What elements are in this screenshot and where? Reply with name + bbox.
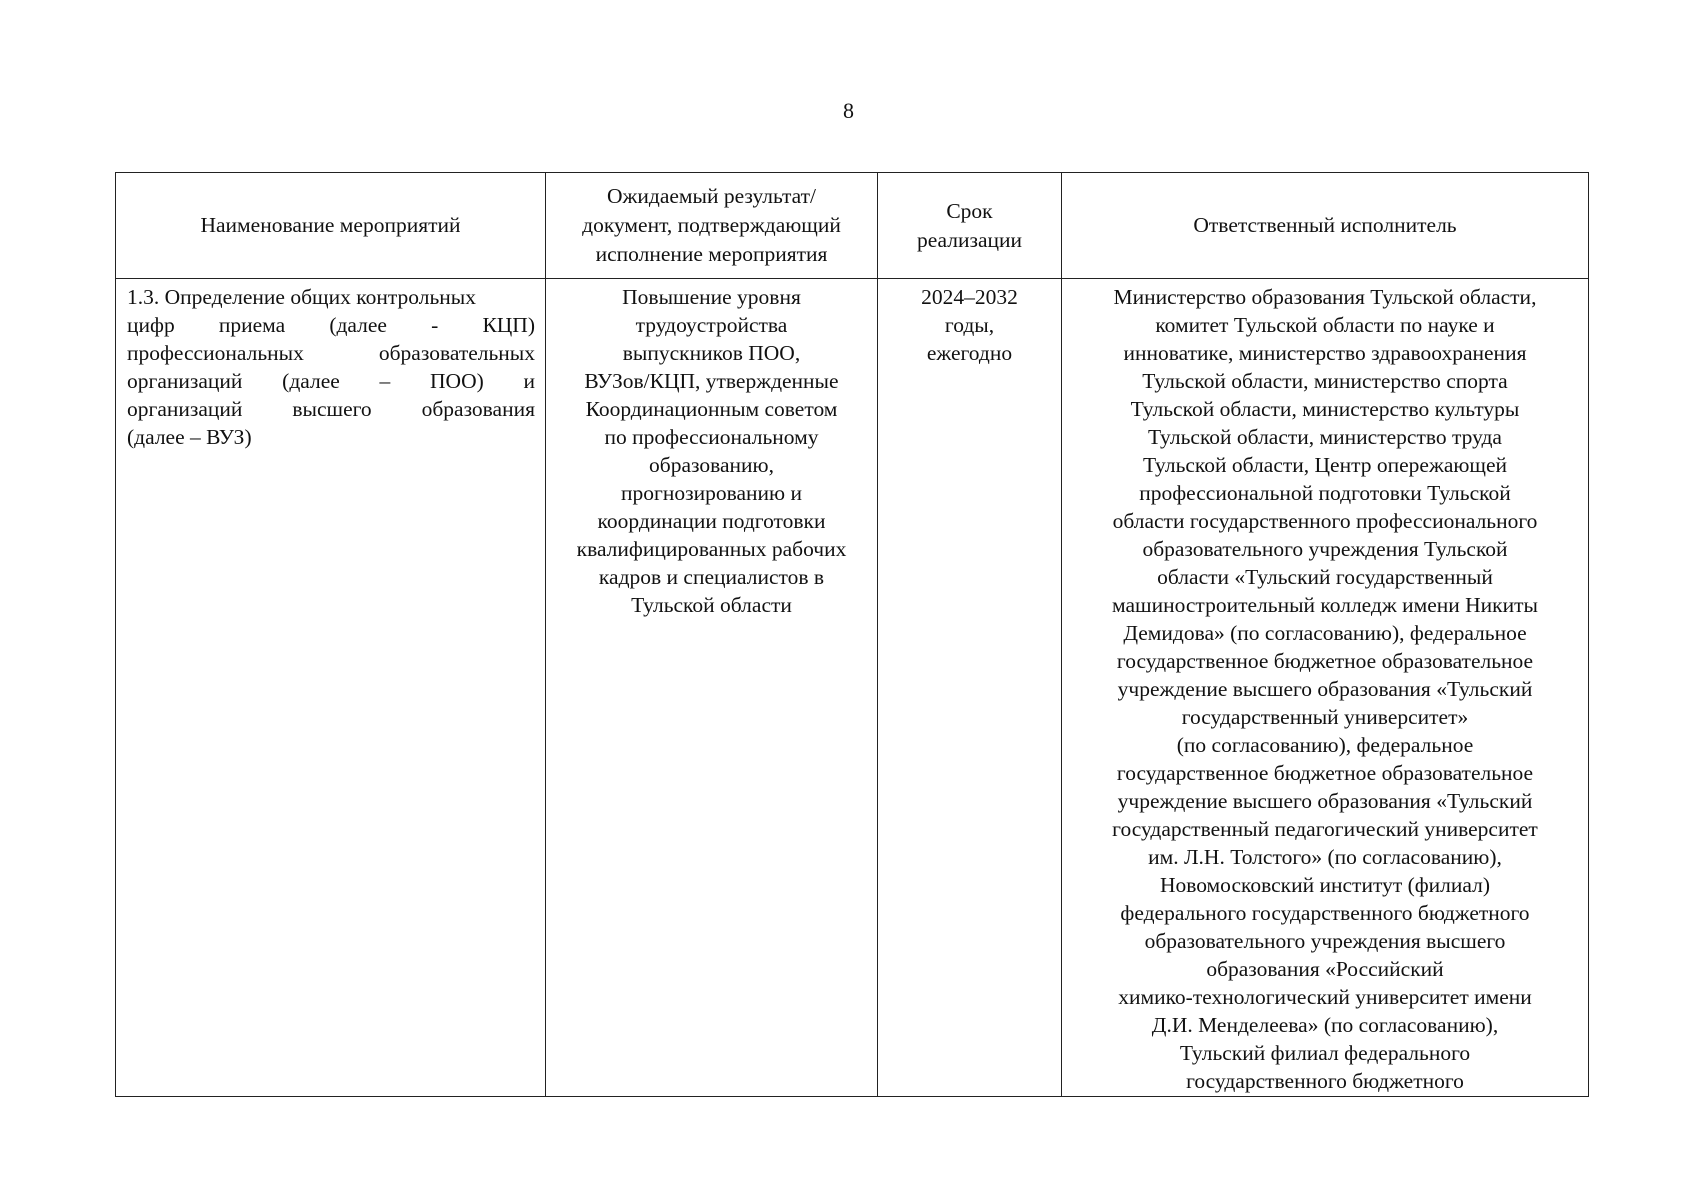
text-line: ежегодно [926, 341, 1013, 365]
text-line: трудоустройства [635, 313, 788, 337]
text-line: учреждение высшего образования «Тульский [1117, 677, 1533, 701]
text-line: по профессиональному [604, 425, 819, 449]
text-line: профессиональной подготовки Тульской [1139, 481, 1511, 505]
text-line: области «Тульский государственный [1157, 565, 1493, 589]
header-measure-name [116, 173, 546, 279]
text-line: (по согласованию), федеральное [1176, 733, 1474, 757]
text-line: цифр приема (далее - КЦП) [127, 313, 535, 337]
text-line: кадров и специалистов в [598, 565, 825, 589]
text-line: образования «Российский [1206, 957, 1444, 981]
text-line: 2024–2032 [921, 285, 1018, 309]
text-line: 1.3. Определение общих контрольных [127, 285, 476, 309]
text-line: Демидова» (по согласованию), федеральное [1123, 621, 1527, 645]
text-line: образованию, [649, 453, 774, 477]
text-line: Координационным советом [585, 397, 838, 421]
header-line: Наименование мероприятий [200, 213, 461, 237]
text-line: организаций (далее – ПОО) и [127, 369, 535, 393]
cell-expected-result [546, 279, 878, 1097]
text-line: квалифицированных рабочих [576, 537, 847, 561]
text-line: машиностроительный колледж имени Никиты [1112, 593, 1538, 617]
text-line: Тульский филиал федерального [1179, 1041, 1471, 1065]
text-line: (далее – ВУЗ) [127, 425, 252, 449]
text-line: инноватике, министерство здравоохранения [1123, 341, 1527, 365]
cell-measure-name [116, 279, 546, 1097]
cell-term [878, 279, 1062, 1097]
header-line: документ, подтверждающий [582, 213, 841, 237]
text-line: профессиональных образовательных [127, 341, 535, 365]
text-line: Новомосковский институт (филиал) [1159, 873, 1491, 897]
text-line: Тульской области [631, 593, 792, 617]
text-line: им. Л.Н. Толстого» (по согласованию), [1148, 845, 1502, 869]
header-line: Ожидаемый результат/ [607, 184, 816, 208]
text-line: области государственного профессионального [1112, 509, 1538, 533]
text-line: Министерство образования Тульской области, [1113, 285, 1537, 309]
header-term [878, 173, 1062, 279]
table-row [116, 279, 1589, 1097]
text-line: федерального государственного бюджетного [1120, 901, 1530, 925]
text-line: государственный педагогический университет [1112, 817, 1538, 841]
measures-table [115, 172, 1589, 1097]
text-line: государственный университет» [1181, 705, 1469, 729]
text-line: ВУЗов/КЦП, утвержденные [584, 369, 839, 393]
header-responsible-executor [1062, 173, 1589, 279]
header-expected-result [546, 173, 878, 279]
text-line: организаций высшего образования [127, 397, 535, 421]
header-line: исполнение мероприятия [595, 242, 828, 266]
text-line: государственное бюджетное образовательное [1116, 649, 1534, 673]
text-line: Тульской области, Центр опережающей [1142, 453, 1508, 477]
cell-responsible-executor [1062, 279, 1589, 1097]
header-line: Ответственный исполнитель [1193, 213, 1457, 237]
text-line: Д.И. Менделеева» (по согласованию), [1151, 1013, 1499, 1037]
text-line: государственное бюджетное образовательное [1116, 761, 1534, 785]
text-line: государственного бюджетного [1186, 1069, 1464, 1093]
text-line: Тульской области, министерство культуры [1130, 397, 1520, 421]
text-line: Повышение уровня [622, 285, 801, 309]
text-line: прогнозированию и [621, 481, 802, 505]
page-number: 8 [843, 98, 854, 123]
text-line: Тульской области, министерство труда [1148, 425, 1502, 449]
text-line: выпускников ПОО, [622, 341, 801, 365]
text-line: координации подготовки [597, 509, 826, 533]
text-line: образовательного учреждения Тульской [1142, 537, 1508, 561]
text-line: Тульской области, министерство спорта [1142, 369, 1508, 393]
text-line: учреждение высшего образования «Тульский [1117, 789, 1533, 813]
text-line: годы, [944, 313, 995, 337]
header-line: Срок [946, 198, 993, 223]
text-line: химико-технологический университет имени [1118, 985, 1532, 1009]
text-line: комитет Тульской области по науке и [1155, 313, 1495, 337]
text-line: образовательного учреждения высшего [1144, 929, 1506, 953]
table-header-row [116, 173, 1589, 279]
header-line: реализации [916, 227, 1023, 252]
